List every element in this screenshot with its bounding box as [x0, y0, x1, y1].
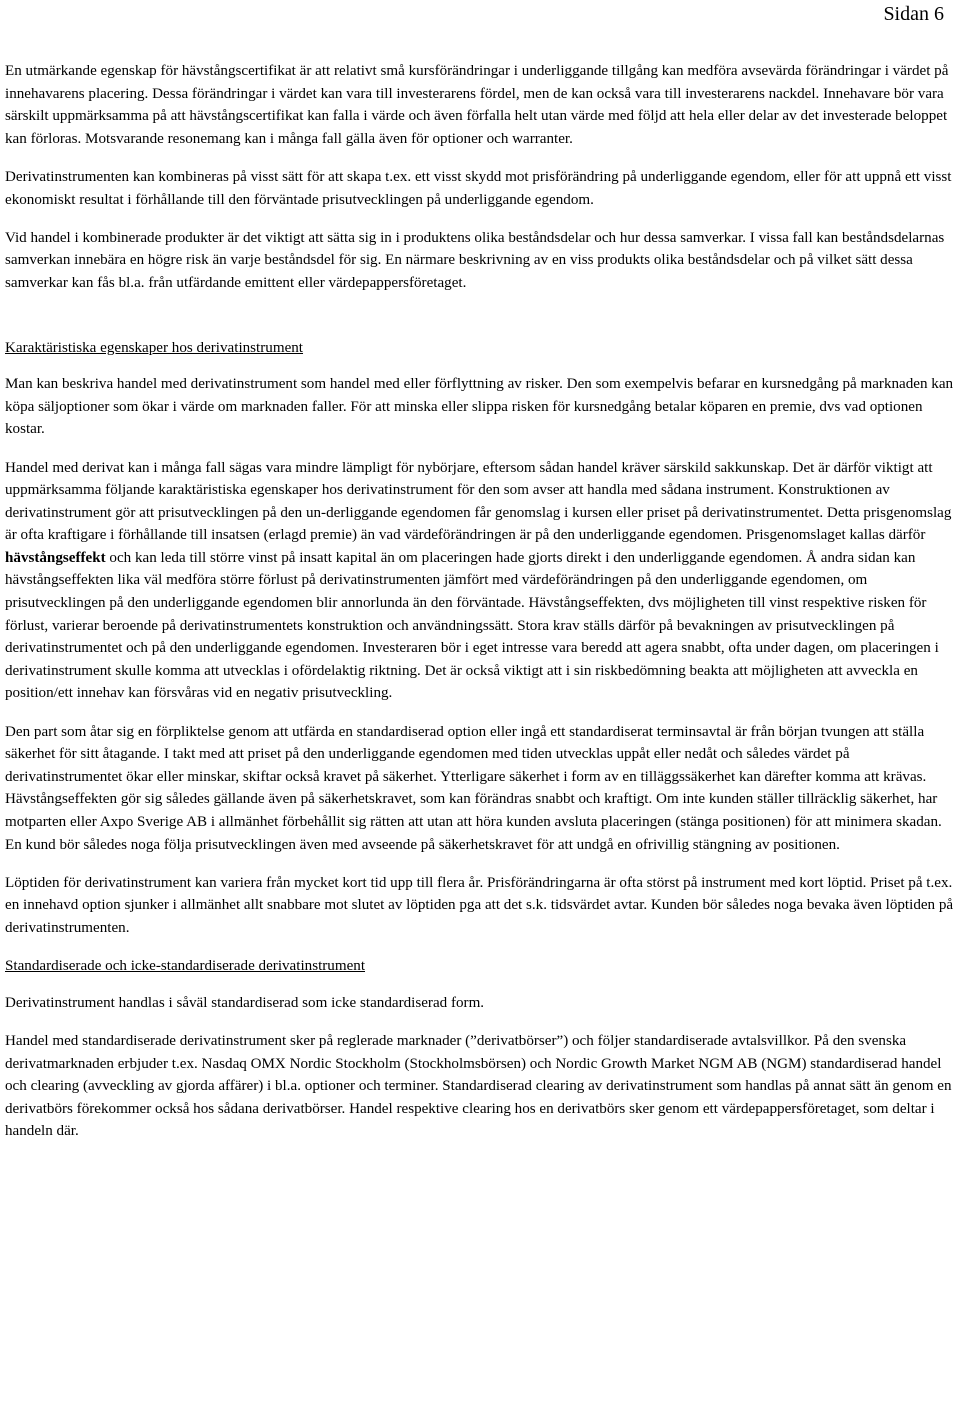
section-heading-characteristics: Karaktäristiska egenskaper hos derivatinstrument	[5, 339, 304, 356]
paragraph-characteristics-4: Löptiden för derivatinstrument kan variera från mycket kort tid upp till flera år. Prisförändringarna är ofta störst på instrument med kort löptid. Priset på t.ex. en innehavd option sjunker i allmänhet allt snabbare mot slutet av löptiden pga att det s.k. tidsvärdet avtar. Kunden bör således noga bevaka även löptiden på derivatinstrumenten.	[5, 874, 954, 936]
paragraph-intro-1: En utmärkande egenskap för hävstångscertifikat är att relativt små kursförändringar i underliggande tillgång kan medföra avsevärda förändringar i värdet på innehavarens placering. Dessa förändringar i värdet kan vara till investerarens fördel, men de kan också vara till investerarens nackdel. Innehavare bör vara särskilt uppmärksamma på att hävstångscertifikat kan falla i värde och även förfalla helt utan värde med följd att hela eller delar av det investerade beloppet kan förloras. Motsvarande resonemang kan i många fall gälla även för optioner och warranter.	[5, 63, 949, 147]
paragraph-characteristics-1: Man kan beskriva handel med derivatinstrument som handel med eller förflyttning av risker. Den som exempelvis befarar en kursnedgång på marknaden kan köpa säljoptioner som ökar i värde om marknaden faller. För att minska eller slippa risken för kursnedgång betalar köparen en premie, dvs vad optionen kostar.	[5, 376, 954, 438]
document-body	[5, 60, 955, 1159]
page-number: Sidan 6	[883, 3, 944, 25]
paragraph-intro-2: Derivatinstrumenten kan kombineras på visst sätt för att skapa t.ex. ett visst skydd mot prisförändring på underliggande egendom, eller för att uppnå ett visst ekonomiskt resultat i förhållande till den förväntade prisutvecklingen på underliggande egendom.	[5, 168, 952, 208]
bold-term-leverage-effect: hävstångseffekt	[5, 549, 106, 566]
paragraph-standardized-1: Derivatinstrument handlas i såväl standardiserad som icke standardiserad form.	[5, 994, 485, 1011]
paragraph-intro-3: Vid handel i kombinerade produkter är det viktigt att sätta sig in i produktens olika beståndsdelar och hur dessa samverkar. I vissa fall kan beståndsdelarnas samverkan innebära en högre risk än varje beståndsdel för sig. En närmare beskrivning av en viss produkts olika beståndsdelar och på vilket sätt dessa samverkar kan fås bl.a. från utfärdande emittent eller värdepappersföretaget.	[5, 229, 945, 291]
paragraph-characteristics-2	[5, 457, 955, 706]
paragraph-characteristics-3: Den part som åtar sig en förpliktelse genom att utfärda en standardiserad option eller ingå ett standardiserat terminsavtal är från början tvungen att ställa säkerhet för sitt åtagande. I takt med att priset på den underliggande egendomen med tiden utvecklas uppåt eller nedåt och således värdet på derivatinstrumentet ökar eller minskar, skiftar också kravet på säkerhet. Ytterligare säkerhet i form av en tilläggssäkerhet kan därefter komma att krävas. Hävstångseffekten gör sig således gällande även på säkerhetskravet, som kan förändras snabbt och kraftigt. Om inte kunden ställer tillräcklig säkerhet, har motparten eller Axpo Sverige AB i allmänhet förbehållit sig rätten att utan att höra kunden avsluta placeringen (stänga positionen) för att minimera skadan. En kund bör således noga följa prisutvecklingen även med avseende på säkerhetskravet för att undgå en ofrivillig stängning av positionen.	[5, 723, 942, 853]
paragraph-standardized-2: Handel med standardiserade derivatinstrument sker på reglerade marknader (”derivatbörser”) och följer standardiserade avtalsvillkor. På den svenska derivatmarknaden erbjuder t.ex. Nasdaq OMX Nordic Stockholm (Stockholmsbörsen) och Nordic Growth Market NGM AB (NGM) standardiserad handel och clearing (avveckling av gjorda affärer) i bl.a. optioner och terminer. Standardiserad clearing av derivatinstrument som handlas på annat sätt än genom en derivatbörs förekommer också hos sådana derivatbörser. Handel respektive clearing hos en derivatbörs sker genom ett värdepappersföretaget, som deltar i handeln där.	[5, 1032, 952, 1140]
section-heading-standardized: Standardiserade och icke-standardiserade derivatinstrument	[5, 958, 366, 975]
paragraph-text-segment: Handel med derivat kan i många fall sägas vara mindre lämpligt för nybörjare, eftersom sådan handel kräver särskild sakkunskap. Det är därför viktigt att uppmärksamma följande karaktäristiska egenskaper hos derivatinstrument för den som avser att handla med sådana instrument. Konstruktionen av derivatinstrument gör att prisutvecklingen på den un-derliggande egendomen får genomslag i kursen eller priset på derivatinstrumentet. Detta prisgenomslag är ofta kraftigare i förhållande till insatsen (erlagd premie) än vad värdeförändringen är på den underliggande egendomen. Prisgenomslaget kallas därför	[5, 459, 952, 544]
paragraph-text-segment: och kan leda till större vinst på insatt kapital än om placeringen hade gjorts direkt i den underliggande egendomen. Å andra sidan kan hävstångseffekten lika väl medföra större förlust på derivatinstrumenten jämfört med värdeförändringen på den underliggande egendomen, om prisutvecklingen på den underliggande egendomen blir annorlunda än den förväntade. Hävstångseffekten, dvs möjligheten till vinst respektive risken för förlust, varierar beroende på derivatinstrumentets konstruktion och användningssätt. Stora krav ställs därför på bevakningen av prisutvecklingen på derivatinstrumentet och på den underliggande egendomen. Investeraren bör i eget intresse vara beredd att agera snabbt, ofta under dagen, om placeringen i derivatinstrument skulle komma att utvecklas i ofördelaktig riktning. Det är också viktigt att i sin riskbedömning beakta att möjligheten att avveckla en position/ett innehav kan försvåras vid en negativ prisutveckling.	[5, 549, 939, 702]
